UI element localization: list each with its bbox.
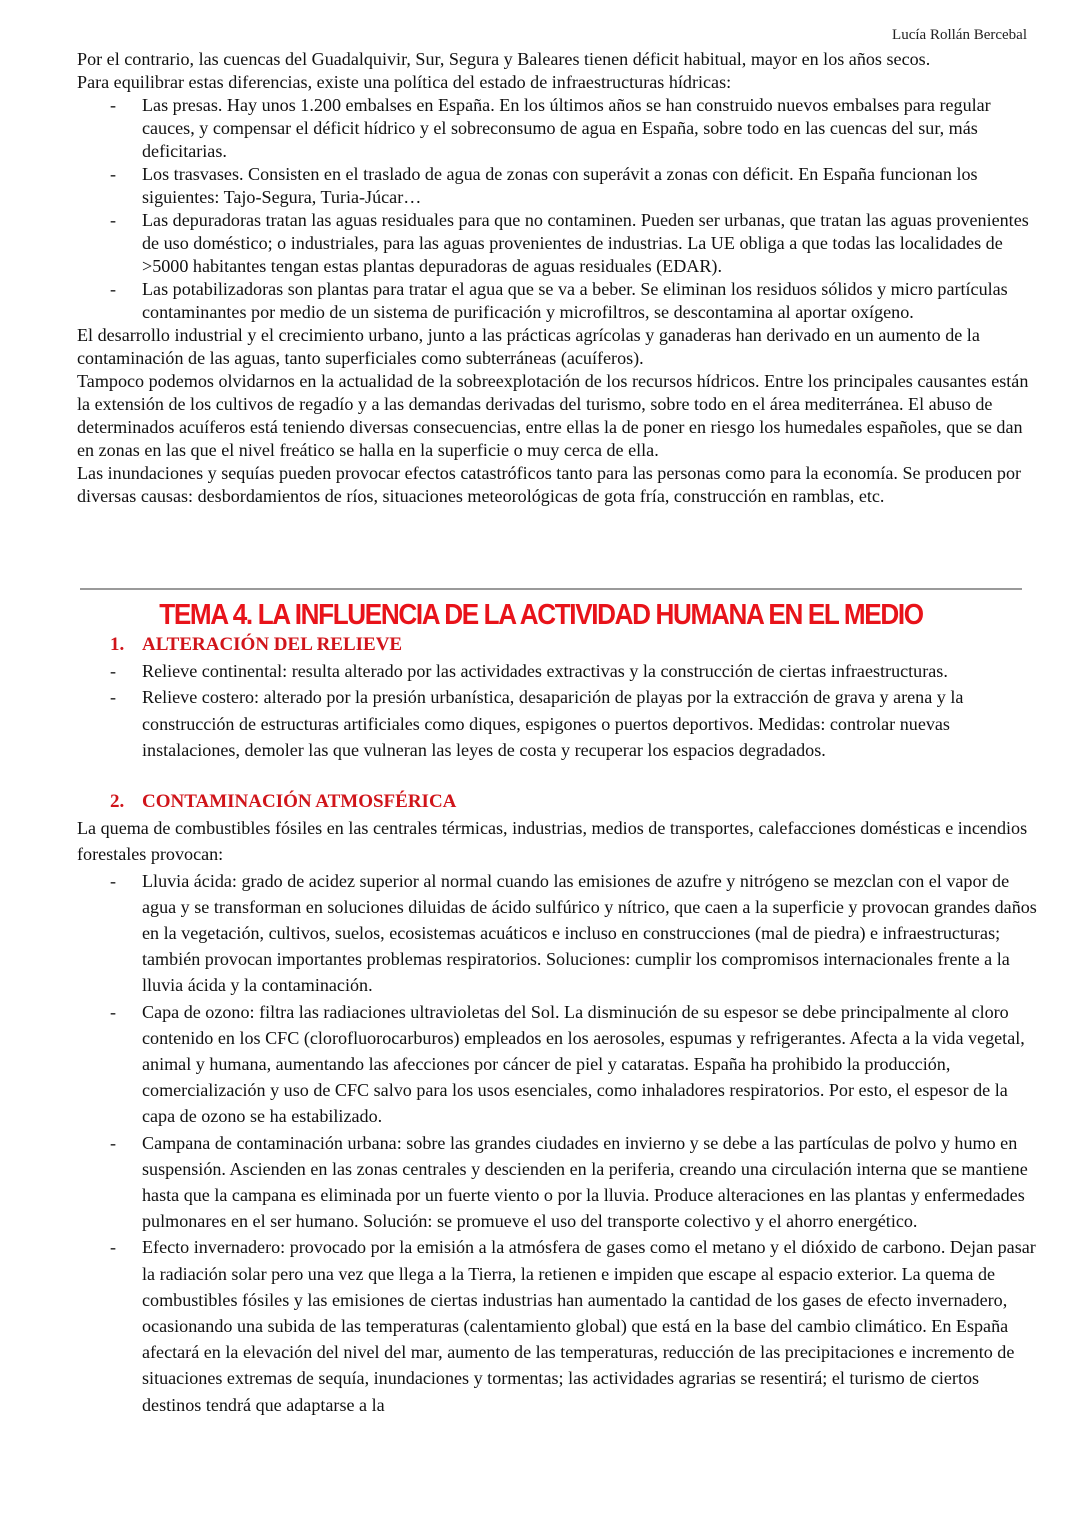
spacer bbox=[77, 763, 1037, 789]
list-item: - Relieve costero: alterado por la presión urbanística, desaparición de playas por la extracción de grava y arena y la construcción de estructuras artificiales como diques, espigones o puertos deportivos. Medidas: controlar nuevas instalaciones, demoler las que vulneran las leyes de costa y recuperar los espacios degradados. bbox=[77, 684, 1037, 763]
author-name: Lucía Rollán Bercebal bbox=[892, 27, 1027, 43]
list-item: - Capa de ozono: filtra las radiaciones ultravioletas del Sol. La disminución de su espesor se debe principalmente al cloro contenido en los CFC (clorofluorocarburos) empleados en los aerosoles, espumas y refrigerantes. Afecta a la vida vegetal, animal y humana, aumentando las afecciones por cáncer de piel y cataratas. España ha prohibido la producción, comercialización y uso de CFC salvo para los usos esenciales, como inhaladores respiratorios. Por esto, el espesor de la capa de ozono se ha estabilizado. bbox=[77, 999, 1037, 1130]
paragraph: Por el contrario, las cuencas del Guadalquivir, Sur, Segura y Baleares tienen déficit habitual, mayor en los años secos. bbox=[77, 49, 931, 69]
relieve-list bbox=[77, 658, 1037, 763]
paragraph: El desarrollo industrial y el crecimiento urbano, junto a las prácticas agrícolas y ganaderas han derivado en un aumento de la contaminación de las aguas, tanto superficiales como subterráneas (acuíferos). bbox=[77, 325, 980, 368]
section-title: CONTAMINACIÓN ATMOSFÉRICA bbox=[142, 791, 457, 813]
water-infrastructure-section bbox=[77, 48, 1037, 508]
tema-title: TEMA 4. LA INFLUENCIA DE LA ACTIVIDAD HUMANA EN EL MEDIO bbox=[159, 599, 923, 631]
section-heading-relieve bbox=[77, 632, 1037, 658]
horizontal-divider bbox=[80, 588, 1022, 590]
list-item: - Relieve continental: resulta alterado por las actividades extractivas y la construcción de ciertas infraestructuras. bbox=[77, 658, 1037, 684]
section-number: 2. bbox=[110, 791, 125, 813]
list-item: - Las presas. Hay unos 1.200 embalses en España. En los últimos años se han construido nuevos embalses para regular cauces, y compensar el déficit hídrico y el sobreconsumo de agua en España, sobre todo en las cuencas del sur, más deficitarias. bbox=[77, 94, 1037, 163]
list-item: - Los trasvases. Consisten en el traslado de agua de zonas con superávit a zonas con déficit. En España funcionan los siguientes: Tajo-Segura, Turia-Júcar… bbox=[77, 163, 1037, 209]
paragraph: Para equilibrar estas diferencias, existe una política del estado de infraestructuras hídricas: bbox=[77, 72, 732, 92]
list-item: - Campana de contaminación urbana: sobre las grandes ciudades en invierno y se debe a las partículas de polvo y humo en suspensión. Ascienden en las zonas centrales y descienden en la periferia, creando una circulación interna que se mantiene hasta que la campana es eliminada por un fuerte viento o por la lluvia. Produce alteraciones en las plantas y enfermedades pulmonares en el ser humano. Solución: se promueve el uso del transporte colectivo y el ahorro energético. bbox=[77, 1130, 1037, 1235]
list-item: - Las potabilizadoras son plantas para tratar el agua que se va a beber. Se eliminan los residuos sólidos y micro partículas contaminantes por medio de un sistema de purificación y microfiltros, se descontamina al aportar oxígeno. bbox=[77, 278, 1037, 324]
list-item: - Las depuradoras tratan las aguas residuales para que no contaminen. Pueden ser urbanas, que tratan las aguas provenientes de uso doméstico; o industriales, para las aguas provenientes de industrias. La UE obliga a que todas las localidades de >5000 habitantes tengan estas plantas depuradoras de aguas residuales (EDAR). bbox=[77, 209, 1037, 278]
paragraph: Tampoco podemos olvidarnos en la actualidad de la sobreexplotación de los recursos hídricos. Entre los principales causantes están la extensión de los cultivos de regadío y a las demandas derivadas del turismo, sobre todo en el área mediterránea. El abuso de determinados acuíferos está teniendo diversas consecuencias, entre ellas la de poner en riesgo los humedales españoles, que se dan en zonas en las que el nivel freático se halla en la superficie o muy cerca de ella. bbox=[77, 371, 1029, 460]
tema-4-content bbox=[77, 632, 1037, 1418]
list-item: - Efecto invernadero: provocado por la emisión a la atmósfera de gases como el metano y el dióxido de carbono. Dejan pasar la radiación solar pero una vez que llega a la Tierra, la retienen e impiden que escape al espacio exterior. La quema de combustibles fósiles y las emisiones de ciertas industrias han aumentado la cantidad de los gases de efecto invernadero, ocasionando una subida de las temperaturas (calentamiento global) que está en la base del cambio climático. En España afectará en la elevación del nivel del mar, aumento de las temperaturas, reducción de las precipitaciones e incremento de situaciones extremas de sequía, inundaciones y tormentas; las actividades agrarias se resentirá; el turismo de ciertos destinos tendrá que adaptarse a la bbox=[77, 1234, 1037, 1417]
paragraph: La quema de combustibles fósiles en las centrales térmicas, industrias, medios de transportes, calefacciones domésticas e incendios forestales provocan: bbox=[77, 818, 1028, 865]
contaminacion-list bbox=[77, 868, 1037, 1418]
paragraph: Las inundaciones y sequías pueden provocar efectos catastróficos tanto para las personas como para la economía. Se producen por diversas causas: desbordamientos de ríos, situaciones meteorológicas de gota fría, construcción en ramblas, etc. bbox=[77, 463, 1022, 506]
list-item: - Lluvia ácida: grado de acidez superior al normal cuando las emisiones de azufre y nitrógeno se mezclan con el vapor de agua y se transforman en soluciones diluidas de ácido sulfúrico y nítrico, que caen a la superficie y provocan grandes daños en la vegetación, cultivos, suelos, ecosistemas acuáticos e incluso en construcciones (mal de piedra) e infraestructuras; también provocan importantes problemas respiratorios. Soluciones: cumplir los compromisos internacionales frente a la lluvia ácida y la contaminación. bbox=[77, 868, 1037, 999]
section-heading-contaminacion bbox=[77, 789, 1037, 815]
infrastructure-list bbox=[77, 94, 1037, 324]
section-number: 1. bbox=[110, 634, 125, 655]
section-title: ALTERACIÓN DEL RELIEVE bbox=[142, 634, 403, 655]
